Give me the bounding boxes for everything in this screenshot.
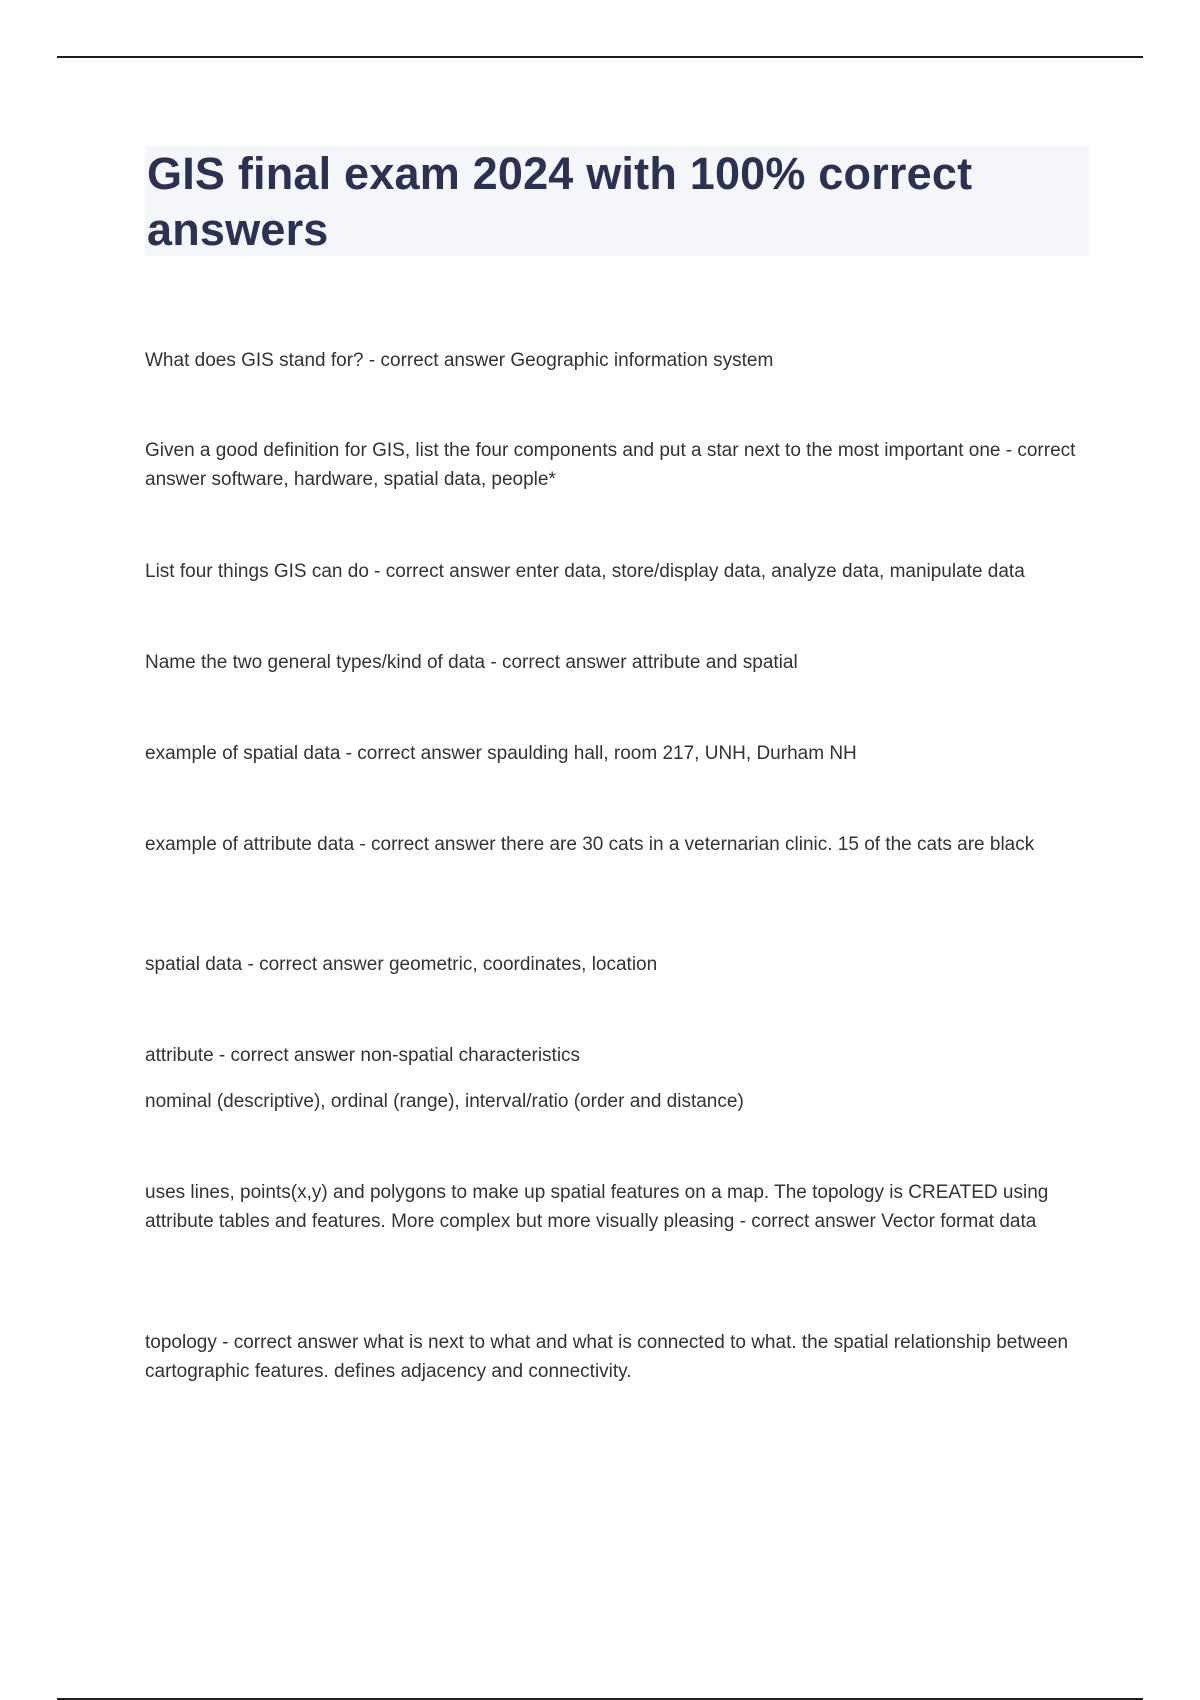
document-title: GIS final exam 2024 with 100% correct answers [147, 148, 973, 255]
qa-item: nominal (descriptive), ordinal (range), interval/ratio (order and distance) [145, 1091, 744, 1112]
qa-item: spatial data - correct answer geometric, coordinates, location [145, 954, 658, 975]
qa-item: List four things GIS can do - correct answer enter data, store/display data, analyze data, manipulate data [145, 561, 1025, 582]
qa-item: Given a good definition for GIS, list the four components and put a star next to the most important one - correct answer software, hardware, spatial data, people* [145, 440, 1076, 490]
qa-item: uses lines, points(x,y) and polygons to make up spatial features on a map. The topology is CREATED using attribute tables and features. More complex but more visually pleasing - correct answer Vector format data [145, 1182, 1049, 1232]
top-rule [57, 56, 1143, 58]
qa-item: attribute - correct answer non-spatial characteristics [145, 1045, 581, 1066]
qa-item: What does GIS stand for? - correct answer Geographic information system [145, 350, 774, 371]
title-block [145, 146, 1089, 256]
qa-item: Name the two general types/kind of data - correct answer attribute and spatial [145, 652, 798, 673]
qa-item: topology - correct answer what is next to what and what is connected to what. the spatial relationship between cartographic features. defines adjacency and connectivity. [145, 1332, 1069, 1382]
qa-item: example of attribute data - correct answer there are 30 cats in a veternarian clinic. 15 of the cats are black [145, 834, 1035, 855]
qa-item: example of spatial data - correct answer spaulding hall, room 217, UNH, Durham NH [145, 743, 857, 764]
